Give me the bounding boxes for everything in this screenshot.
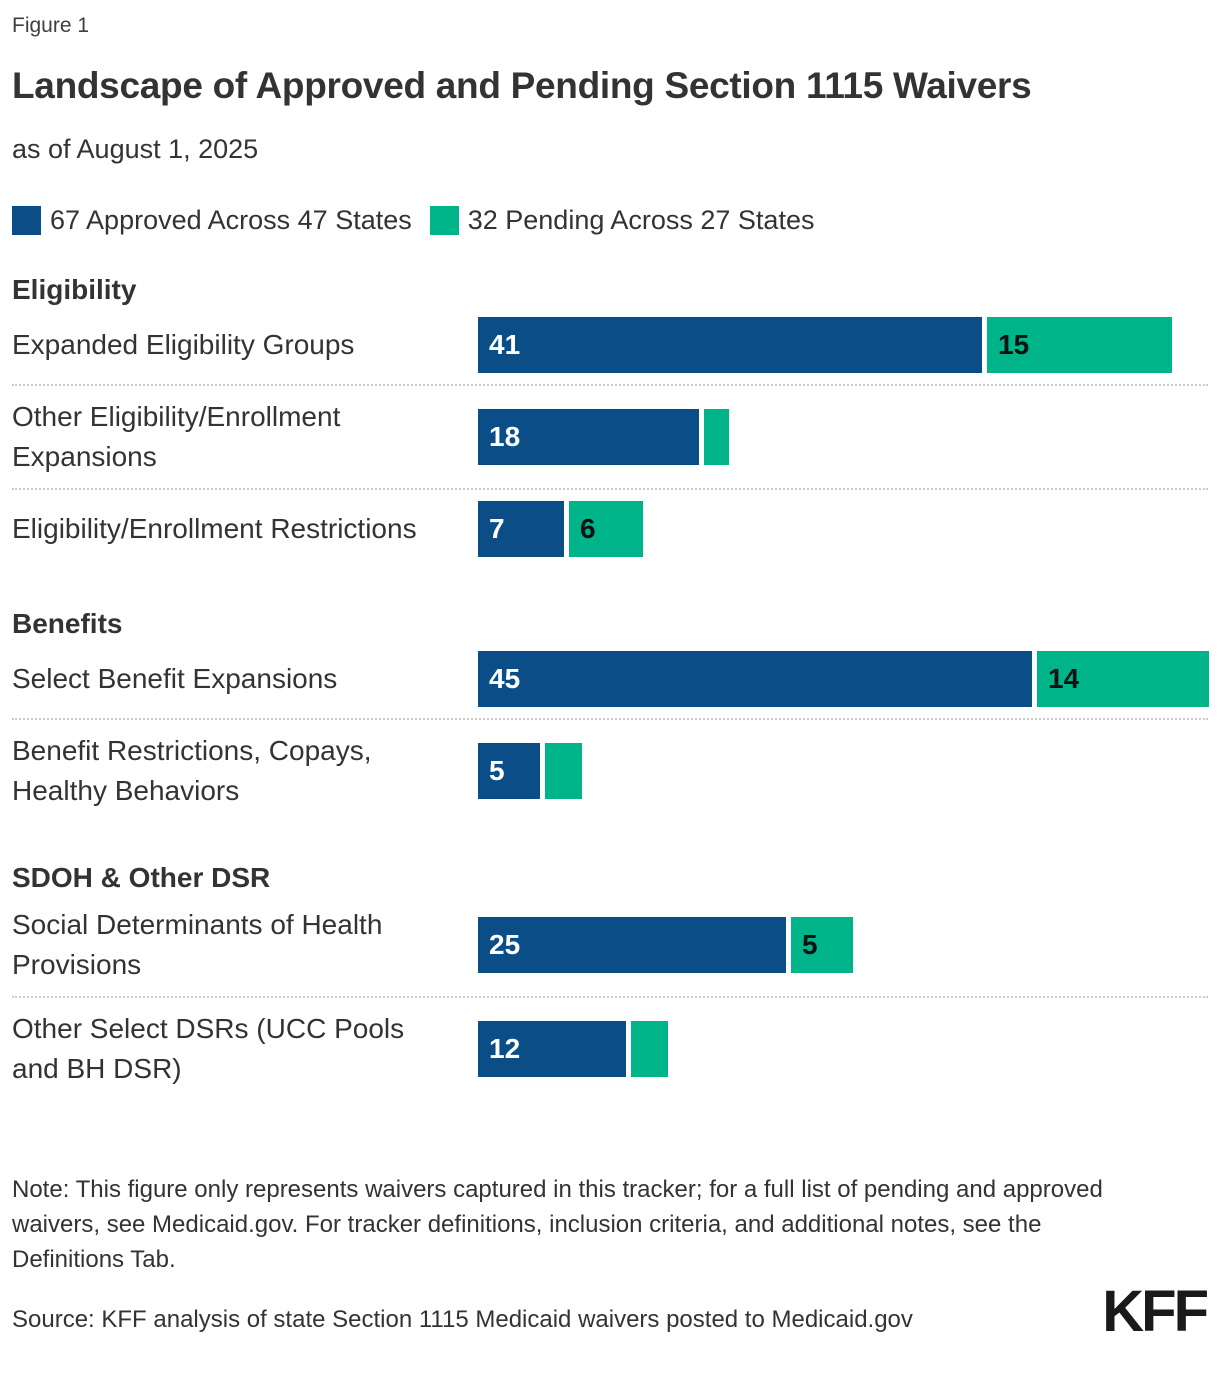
note-text: Note: This figure only represents waivers captured in this tracker; for a full list of pending and approved waivers, see Medicaid.gov. For tracker definitions, inclusion criteria, and additional notes, see the Definitions Tab. — [12, 1176, 1103, 1273]
pending-bar-value: 5 — [802, 929, 818, 960]
chart-row — [12, 488, 1208, 568]
pending-swatch — [430, 206, 459, 235]
approved-bar-value: 41 — [489, 329, 521, 360]
bar-group — [478, 917, 1208, 973]
bar-group — [478, 1021, 1208, 1077]
legend-item-pending — [430, 205, 815, 236]
legend-label-approved: 67 Approved Across 47 States — [50, 205, 412, 235]
pending-bar — [631, 1021, 668, 1077]
pending-bar-value: 15 — [998, 329, 1030, 360]
approved-bar-value: 45 — [489, 663, 521, 694]
bar-group — [478, 501, 1208, 557]
pending-bar — [569, 501, 643, 557]
section-header: Eligibility — [12, 274, 137, 305]
section-header: Benefits — [12, 608, 123, 639]
bar-group — [478, 317, 1208, 373]
approved-bar — [478, 743, 540, 799]
pending-bar-value: 6 — [580, 513, 596, 544]
approved-bar — [478, 651, 1032, 707]
pending-bar-value: 14 — [1048, 663, 1080, 694]
row-label: Select Benefit Expansions — [12, 663, 338, 694]
approved-bar — [478, 1021, 626, 1077]
subtitle: as of August 1, 2025 — [12, 134, 259, 164]
approved-bar — [478, 917, 786, 973]
row-label: Other Eligibility/Enrollment Expansions — [12, 401, 341, 472]
approved-swatch — [12, 206, 41, 235]
bar-group — [478, 409, 1208, 465]
row-label: Benefit Restrictions, Copays, Healthy Behaviors — [12, 735, 372, 806]
chart-row — [12, 894, 1208, 996]
figure-label: Figure 1 — [12, 14, 90, 37]
bar-group — [478, 651, 1209, 707]
legend-label-pending: 32 Pending Across 27 States — [467, 205, 815, 235]
bar-group — [478, 743, 1208, 799]
approved-bar — [478, 409, 699, 465]
section-header: SDOH & Other DSR — [12, 862, 271, 893]
kff-logo: KFF — [1102, 1279, 1206, 1344]
approved-bar-value: 5 — [489, 755, 505, 786]
legend — [12, 205, 1208, 236]
approved-bar-value: 12 — [489, 1033, 521, 1064]
chart-row — [12, 306, 1208, 384]
source-text: Source: KFF analysis of state Section 1115 Medicaid waivers posted to Medicaid.gov — [12, 1306, 913, 1333]
pending-bar — [987, 317, 1172, 373]
footer — [12, 1279, 1208, 1344]
chart-row — [12, 640, 1208, 718]
pending-bar — [1037, 651, 1209, 707]
row-label: Social Determinants of Health Provisions — [12, 909, 383, 980]
legend-item-approved — [12, 205, 412, 236]
approved-bar — [478, 317, 982, 373]
chart-row — [12, 996, 1208, 1100]
row-label: Eligibility/Enrollment Restrictions — [12, 513, 417, 544]
chart — [12, 274, 1208, 1100]
pending-bar — [791, 917, 853, 973]
chart-row — [12, 718, 1208, 822]
pending-bar — [545, 743, 582, 799]
approved-bar-value: 25 — [489, 929, 521, 960]
row-label: Other Select DSRs (UCC Pools and BH DSR) — [12, 1013, 405, 1084]
approved-bar-value: 18 — [489, 421, 521, 452]
row-label: Expanded Eligibility Groups — [12, 329, 355, 360]
approved-bar — [478, 501, 564, 557]
page-title: Landscape of Approved and Pending Section 1115 Waivers — [12, 65, 1032, 106]
approved-bar-value: 7 — [489, 513, 505, 544]
pending-bar — [704, 409, 729, 465]
chart-row — [12, 384, 1208, 488]
